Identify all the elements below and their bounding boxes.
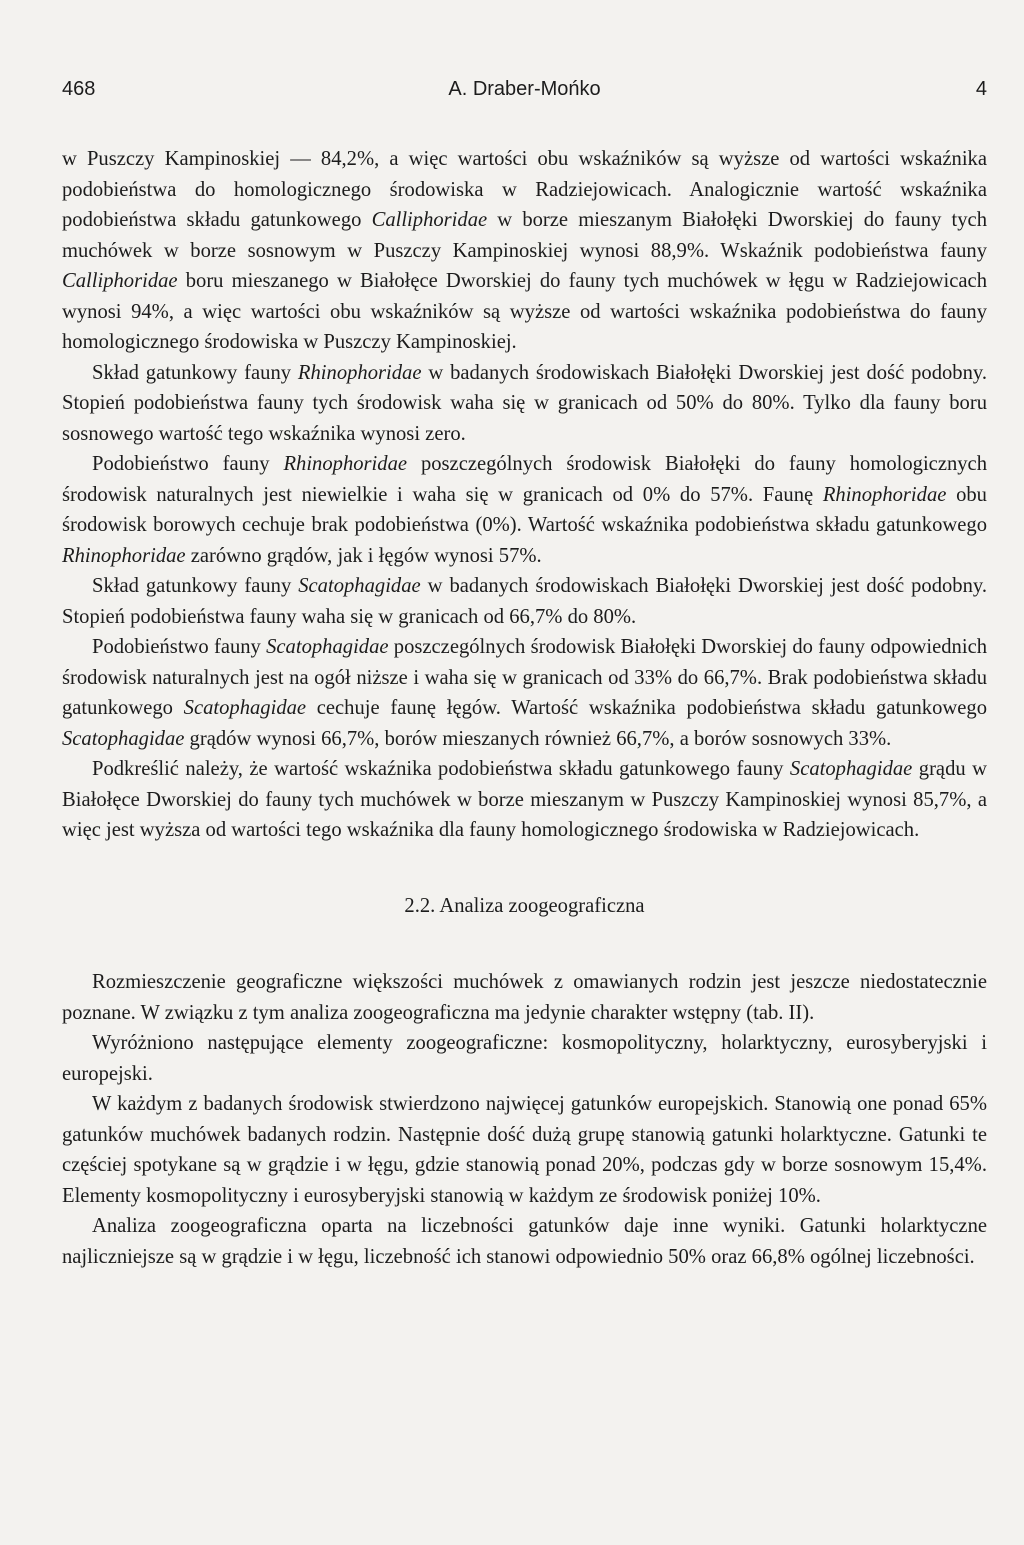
text-run: Podobieństwo fauny	[92, 636, 267, 658]
paragraph	[62, 632, 987, 754]
paragraph	[62, 967, 987, 1028]
paragraph	[62, 1028, 987, 1089]
text-run: Skład gatunkowy fauny	[92, 361, 298, 384]
paragraph	[62, 358, 987, 450]
paragraph	[62, 449, 987, 571]
paragraph	[62, 1089, 987, 1211]
body-text-part2	[62, 967, 987, 1272]
text-run: Podkreślić należy, że wartość wskaźnika podobieństwa składu gatunkowego fauny	[92, 758, 790, 780]
text-run: Wyróżniono następujące elementy zoogeograficzne: kosmopolityczny, holarktyczny, eurosyberyjski i europejski.	[62, 1032, 987, 1085]
paragraph	[62, 571, 987, 632]
text-run: W każdym z badanych środowisk stwierdzono najwięcej gatunków europejskich. Stanowią one ponad 65% gatunków muchówek badanych rodzin. Następnie dość dużą grupę stanowią gatunki holarktyczne. Gatunki te częściej spotykane są w grądzie i w łęgu, gdzie stanowią ponad 20%, podczas gdy w borze sosnowym 15,4%. Elementy kosmopolityczny i eurosyberyjski stanowią w każdym ze środowisk poniżej 10%.	[62, 1093, 987, 1207]
text-run: Skład gatunkowy fauny	[92, 575, 299, 597]
taxon-name: Calliphoridae	[371, 209, 488, 231]
text-run: Analiza zoogeograficzna oparta na liczebności gatunków daje inne wyniki. Gatunki holarktyczne najliczniejsze są w grądzie i w łęgu, liczebność ich stanowi odpowiednio 50% oraz 66,8% ogólnej liczebności.	[62, 1215, 987, 1268]
section-heading: 2.2. Analiza zoogeograficzna	[404, 894, 645, 917]
taxon-name: Rhinophoridae	[822, 483, 947, 506]
text-run: w borze mieszanym Białołęki Dworskiej do fauny tych muchówek w borze sosnowym w Puszczy Kampinoskiej wynosi 88,9%. Wskaźnik podobieństwa fauny	[62, 209, 987, 262]
page	[62, 78, 987, 1272]
running-number: 4	[975, 78, 987, 100]
running-header	[62, 78, 987, 108]
taxon-name: Scatophagidae	[183, 697, 307, 719]
text-run: grądu w Białołęce Dworskiej do fauny tych muchówek w borze mieszanym w Puszczy Kampinoskiej wynosi 85,7%, a więc jest wyższa od wartości tego wskaźnika dla fauny homologicznego środowiska w Radziejowicach.	[62, 758, 987, 841]
text-run: w badanych środowiskach Białołęki Dworskiej jest dość podobny. Stopień podobieństwa fauny waha się w granicach od 66,7% do 80%.	[62, 575, 987, 628]
text-run: Podobieństwo fauny	[92, 453, 284, 475]
text-run: w badanych środowiskach Białołęki Dworskiej jest dość podobny. Stopień podobieństwa fauny tych środowisk waha się w granicach od 50% do 80%. Tylko dla fauny boru sosnowego wartość tego wskaźnika wynosi zero.	[62, 361, 987, 445]
taxon-name: Scatophagidae	[266, 636, 389, 658]
text-run: boru mieszanego w Białołęce Dworskiej do fauny tych muchówek w łęgu w Radziejowicach wynosi 94%, a więc wartości obu wskaźników są wyższe od wartości wskaźnika podobieństwa do fauny homologicznego środowiska w Puszczy Kampinoskiej.	[62, 270, 987, 353]
text-run: cechuje faunę łęgów. Wartość wskaźnika podobieństwa składu gatunkowego	[306, 697, 987, 719]
running-author: A. Draber-Mońko	[448, 78, 601, 100]
text-run: zarówno grądów, jak i łęgów wynosi 57%.	[185, 544, 542, 567]
paragraph	[62, 144, 987, 358]
taxon-name: Rhinophoridae	[62, 544, 186, 567]
taxon-name: Calliphoridae	[62, 270, 178, 292]
text-run: w Puszczy Kampinoskiej — 84,2%, a więc wartości obu wskaźników są wyższe od wartości wskaźnika podobieństwa do homologicznego środowiska w Radziejowicach. Analogicznie wartość wskaźnika podobieństwa składu gatunkowego	[62, 148, 987, 231]
paragraph	[62, 754, 987, 846]
taxon-name: Rhinophoridae	[283, 453, 408, 475]
text-run: poszczególnych środowisk Białołęki Dworskiej do fauny odpowiednich środowisk naturalnych jest na ogół niższe i waha się w granicach od 33% do 66,7%. Brak podobieństwa składu gatunkowego	[62, 636, 988, 719]
text-run: poszczególnych środowisk Białołęki do fauny homologicznych środowisk naturalnych jest niewielkie i waha się w granicach od 0% do 57%. Faunę	[62, 453, 987, 506]
text-run: grądów wynosi 66,7%, borów mieszanych również 66,7%, a borów sosnowych 33%.	[184, 727, 892, 750]
text-run: Rozmieszczenie geograficzne większości muchówek z omawianych rodzin jest jeszcze niedostatecznie poznane. W związku z tym analiza zoogeograficzna ma jedynie charakter wstępny (tab. II).	[62, 971, 987, 1024]
taxon-name: Scatophagidae	[298, 575, 421, 597]
page-number: 468	[62, 78, 96, 100]
text-run: obu środowisk borowych cechuje brak podobieństwa (0%). Wartość wskaźnika podobieństwa składu gatunkowego	[62, 483, 987, 536]
body-text-part1	[62, 144, 987, 846]
taxon-name: Scatophagidae	[789, 758, 913, 780]
taxon-name: Rhinophoridae	[297, 361, 422, 384]
taxon-name: Scatophagidae	[62, 727, 185, 750]
paragraph	[62, 1211, 987, 1272]
